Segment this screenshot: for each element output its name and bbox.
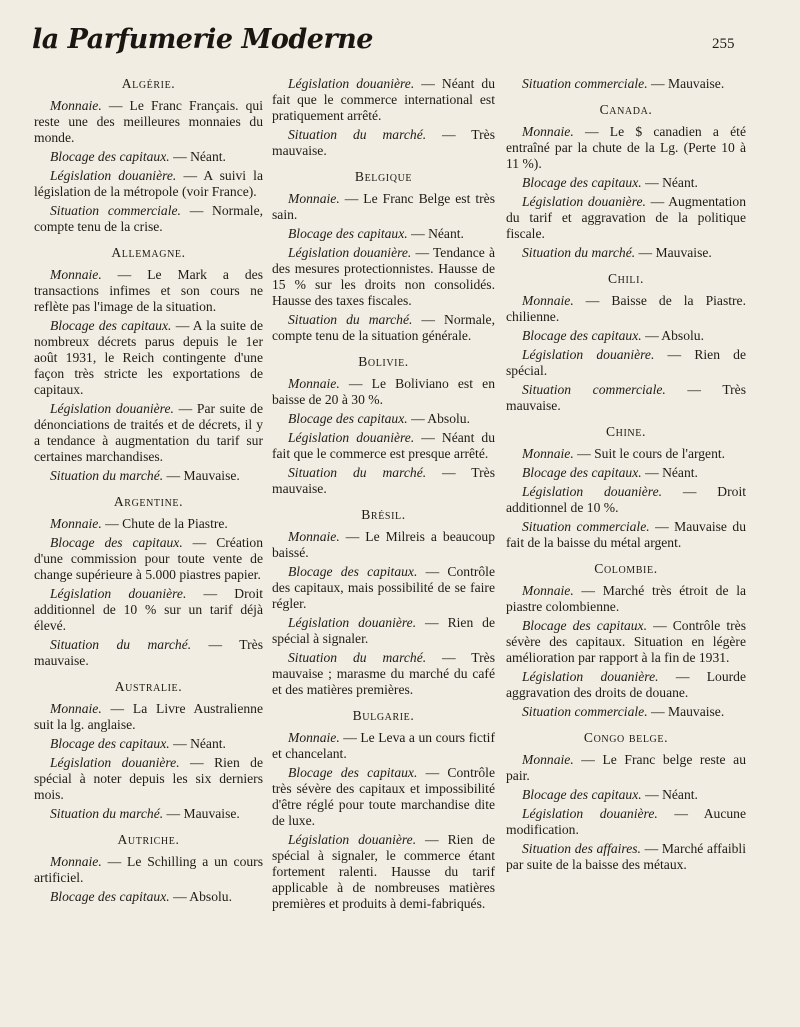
entry-paragraph <box>272 245 495 309</box>
entry-text: — Très mauvaise. <box>272 465 495 496</box>
entry-paragraph <box>506 752 746 784</box>
entry-text: — Marché affaibli par suite de la baisse des métaux. <box>506 841 746 872</box>
entry-term: Situation commerciale. <box>522 76 648 91</box>
entry-term: Monnaie. <box>288 376 340 391</box>
entry-text: — Normale, compte tenu de la situation générale. <box>272 312 495 343</box>
entry-term: Monnaie. <box>288 529 340 544</box>
entry-term: Monnaie. <box>50 267 102 282</box>
entry-term: Situation du marché. <box>288 465 427 480</box>
entry-paragraph <box>272 765 495 829</box>
entry-paragraph <box>506 618 746 666</box>
entry-paragraph <box>34 755 263 803</box>
entry-text: — Mauvaise. <box>647 704 725 719</box>
entry-paragraph <box>272 832 495 912</box>
entry-term: Monnaie. <box>288 730 340 745</box>
entry-paragraph <box>34 203 263 235</box>
entry-text: — Le Franc Belge est très sain. <box>272 191 495 222</box>
entry-paragraph <box>34 637 263 669</box>
entry-text: — Absolu. <box>641 328 704 343</box>
entry-paragraph <box>34 267 263 315</box>
entry-paragraph <box>506 841 746 873</box>
country-heading: Bulgarie. <box>352 708 415 723</box>
country-heading: Belgique <box>354 169 413 184</box>
entry-paragraph <box>272 615 495 647</box>
entry-term: Blocage des capitaux. <box>288 564 418 579</box>
entry-term: Blocage des capitaux. <box>50 318 172 333</box>
column-2 <box>272 76 495 915</box>
page-number: 255 <box>712 36 735 52</box>
entry-text: — Absolu. <box>407 411 470 426</box>
entry-paragraph <box>506 669 746 701</box>
entry-term: Législation douanière. <box>522 669 659 684</box>
entry-term: Législation douanière. <box>50 755 180 770</box>
entry-text: — Très mauvaise. <box>506 382 747 413</box>
entry-text: — Néant. <box>169 149 226 164</box>
country-heading: Canada. <box>599 102 653 117</box>
entry-term: Monnaie. <box>522 124 574 139</box>
entry-term: Législation douanière. <box>288 615 417 630</box>
entry-term: Législation douanière. <box>522 347 655 362</box>
entry-term: Blocage des capitaux. <box>522 618 647 633</box>
entry-paragraph <box>34 586 263 634</box>
entry-term: Monnaie. <box>522 752 574 767</box>
entry-paragraph <box>272 191 495 223</box>
entry-term: Législation douanière. <box>522 806 658 821</box>
entry-term: Monnaie. <box>50 516 102 531</box>
entry-text: — Néant. <box>641 175 698 190</box>
entry-term: Situation du marché. <box>50 468 164 483</box>
entry-paragraph <box>506 328 746 344</box>
entry-paragraph <box>506 806 746 838</box>
entry-paragraph <box>34 701 263 733</box>
country-heading: Colombie. <box>594 561 658 576</box>
entry-term: Monnaie. <box>522 446 574 461</box>
entry-text: — Aucune modification. <box>506 806 747 837</box>
entry-text: — Contrôle très sévère des capitaux. Situation en légère amélioration par rapport à la fin de 1931. <box>506 618 746 665</box>
entry-paragraph <box>506 382 746 414</box>
entry-text: — Très mauvaise ; marasme du marché du café et des matières premières. <box>272 650 495 697</box>
entry-paragraph <box>34 168 263 200</box>
entry-paragraph <box>34 854 263 886</box>
entry-text: — Mauvaise. <box>163 806 240 821</box>
entry-paragraph <box>506 76 746 92</box>
entry-text: — Marché très étroit de la piastre colombienne. <box>506 583 746 614</box>
country-heading: Autriche. <box>117 832 180 847</box>
entry-text: — Néant du fait que le commerce est presque arrêté. <box>272 430 495 461</box>
entry-paragraph <box>506 446 746 462</box>
entry-text: — Tendance à des mesures protectionnistes. Hausse de 15 % sur les droits non consolidés. Hausse des taxes fiscales. <box>272 245 495 308</box>
entry-paragraph <box>272 411 495 427</box>
entry-paragraph <box>506 194 746 242</box>
entry-term: Situation du marché. <box>288 127 427 142</box>
entry-paragraph <box>506 787 746 803</box>
country-heading: Allemagne. <box>111 245 186 260</box>
entry-text: — A la suite de nombreux décrets parus depuis le 1er août 1931, le Reich contingente d'une façon très stricte les exportations de capitaux. <box>34 318 264 397</box>
country-heading: Bolivie. <box>358 354 409 369</box>
entry-text: — Lourde aggravation des droits de douane. <box>506 669 746 700</box>
country-heading: Australie. <box>114 679 183 694</box>
entry-paragraph <box>34 401 263 465</box>
entry-term: Situation des affaires. <box>522 841 641 856</box>
entry-term: Blocage des capitaux. <box>288 226 408 241</box>
country-heading: Congo belge. <box>583 730 669 745</box>
entry-text: — Mauvaise. <box>635 245 712 260</box>
masthead-title: la Parfumerie Moderne <box>32 24 373 55</box>
entry-text: — Très mauvaise. <box>272 127 495 158</box>
entry-text: — Le Boliviano est en baisse de 20 à 30 %. <box>272 376 495 407</box>
entry-text: — Le Mark a des transactions infimes et son cours ne reflète pas l'image de la situation. <box>34 267 263 314</box>
entry-paragraph <box>272 226 495 242</box>
entry-text: — Rien de spécial à signaler. <box>272 615 496 646</box>
entry-term: Blocage des capitaux. <box>50 736 170 751</box>
entry-term: Législation douanière. <box>288 245 412 260</box>
entry-text: — La Livre Australienne suit la lg. anglaise. <box>34 701 263 732</box>
entry-term: Législation douanière. <box>50 168 177 183</box>
entry-paragraph <box>272 650 495 698</box>
entry-text: — Le Milreis a beaucoup baissé. <box>272 529 495 560</box>
entry-term: Législation douanière. <box>522 194 646 209</box>
entry-term: Législation douanière. <box>50 401 174 416</box>
entry-text: — Mauvaise. <box>647 76 725 91</box>
entry-text: — Néant. <box>641 787 698 802</box>
entry-paragraph <box>506 465 746 481</box>
entry-paragraph <box>34 468 263 484</box>
country-heading: Algérie. <box>121 76 176 91</box>
country-heading: Brésil. <box>361 507 406 522</box>
entry-text: — Mauvaise du fait de la baisse du métal argent. <box>506 519 747 550</box>
entry-term: Blocage des capitaux. <box>522 787 642 802</box>
entry-paragraph <box>272 465 495 497</box>
entry-paragraph <box>506 124 746 172</box>
entry-paragraph <box>272 564 495 612</box>
entry-term: Blocage des capitaux. <box>522 465 642 480</box>
entry-term: Monnaie. <box>288 191 340 206</box>
entry-term: Législation douanière. <box>288 430 415 445</box>
entry-text: — Rien de spécial. <box>506 347 747 378</box>
entry-text: — Baisse de la Piastre. chilienne. <box>506 293 746 324</box>
entry-text: — Néant. <box>169 736 226 751</box>
entry-term: Législation douanière. <box>288 76 415 91</box>
entry-text: — Rien de spécial à signaler, le commerce étant fortement ralenti. Hausse du tarif applicable à de nombreuses matières premières et produits à demi-fabriqués. <box>272 832 496 911</box>
entry-text: — Création d'une commission pour toute vente de change supérieure à 5.000 piastres papier. <box>34 535 263 582</box>
entry-text: — Néant. <box>407 226 464 241</box>
entry-paragraph <box>272 376 495 408</box>
entry-paragraph <box>272 529 495 561</box>
entry-text: — Le Franc Français. qui reste une des meilleures monnaies du monde. <box>34 98 263 145</box>
entry-text: — Le Schilling a un cours artificiel. <box>34 854 263 885</box>
entry-term: Situation du marché. <box>288 312 413 327</box>
entry-paragraph <box>506 245 746 261</box>
entry-term: Monnaie. <box>50 854 102 869</box>
entry-term: Situation du marché. <box>522 245 636 260</box>
entry-paragraph <box>34 806 263 822</box>
entry-text: — Suit le cours de l'argent. <box>573 446 726 461</box>
entry-paragraph <box>34 149 263 165</box>
entry-paragraph <box>272 430 495 462</box>
entry-term: Blocage des capitaux. <box>50 535 183 550</box>
entry-term: Blocage des capitaux. <box>522 175 642 190</box>
entry-paragraph <box>34 98 263 146</box>
entry-text: — Néant du fait que le commerce international est pratiquement arrêté. <box>272 76 495 123</box>
entry-text: — Droit additionnel de 10 %. <box>506 484 746 515</box>
column-3 <box>506 76 746 876</box>
entry-paragraph <box>34 736 263 752</box>
entry-text: — Mauvaise. <box>163 468 240 483</box>
column-1 <box>34 76 263 908</box>
entry-term: Situation du marché. <box>50 806 164 821</box>
entry-term: Monnaie. <box>522 583 574 598</box>
entry-paragraph <box>506 347 746 379</box>
entry-text: — Augmentation du tarif et aggravation de la politique fiscale. <box>506 194 746 241</box>
entry-text: — Le Franc belge reste au pair. <box>506 752 746 783</box>
entry-text: — Très mauvaise. <box>34 637 263 668</box>
entry-paragraph <box>34 889 263 905</box>
entry-term: Blocage des capitaux. <box>288 765 418 780</box>
entry-text: — Contrôle très sévère des capitaux et impossibilité d'être réglé pour toute marchandise dite de luxe. <box>272 765 495 828</box>
entry-text: — Droit additionnel de 10 % sur un tarif déjà élevé. <box>34 586 264 633</box>
country-heading: Argentine. <box>113 494 184 509</box>
entry-paragraph <box>506 519 746 551</box>
entry-text: — Rien de spécial à noter depuis les six derniers mois. <box>34 755 264 802</box>
entry-text: — Normale, compte tenu de la crise. <box>34 203 263 234</box>
entry-paragraph <box>272 730 495 762</box>
entry-paragraph <box>272 127 495 159</box>
entry-term: Monnaie. <box>50 98 102 113</box>
entry-paragraph <box>34 318 263 398</box>
entry-text: — Chute de la Piastre. <box>101 516 228 531</box>
entry-paragraph <box>506 293 746 325</box>
entry-term: Situation commerciale. <box>50 203 181 218</box>
entry-text: — Le Leva a un cours fictif et chancelant. <box>272 730 495 761</box>
entry-term: Monnaie. <box>522 293 574 308</box>
entry-text: — Par suite de dénonciations de traités et de décrets, il y a tendance à augmentation du tarif sur certaines marchandises. <box>34 401 263 464</box>
entry-text: — Absolu. <box>169 889 232 904</box>
entry-text: — Contrôle des capitaux, mais possibilité de se faire régler. <box>272 564 495 611</box>
entry-term: Blocage des capitaux. <box>288 411 408 426</box>
entry-term: Monnaie. <box>50 701 102 716</box>
entry-term: Situation du marché. <box>50 637 192 652</box>
country-heading: Chili. <box>607 271 645 286</box>
entry-term: Blocage des capitaux. <box>50 149 170 164</box>
entry-paragraph <box>272 312 495 344</box>
entry-text: — A suivi la législation de la métropole (voir France). <box>34 168 263 199</box>
entry-term: Législation douanière. <box>50 586 187 601</box>
entry-paragraph <box>506 484 746 516</box>
entry-text: — Néant. <box>641 465 698 480</box>
entry-term: Situation du marché. <box>288 650 427 665</box>
entry-paragraph <box>506 704 746 720</box>
entry-paragraph <box>34 516 263 532</box>
entry-paragraph <box>272 76 495 124</box>
entry-term: Législation douanière. <box>522 484 663 499</box>
entry-paragraph <box>34 535 263 583</box>
entry-text: — Le $ canadien a été entraîné par la chute de la Lg. (Perte 10 à 11 %). <box>506 124 746 171</box>
entry-term: Blocage des capitaux. <box>50 889 170 904</box>
entry-paragraph <box>506 583 746 615</box>
entry-term: Blocage des capitaux. <box>522 328 642 343</box>
entry-term: Législation douanière. <box>288 832 417 847</box>
entry-paragraph <box>506 175 746 191</box>
entry-term: Situation commerciale. <box>522 382 666 397</box>
entry-term: Situation commerciale. <box>522 519 650 534</box>
country-heading: Chine. <box>606 424 646 439</box>
entry-term: Situation commerciale. <box>522 704 648 719</box>
